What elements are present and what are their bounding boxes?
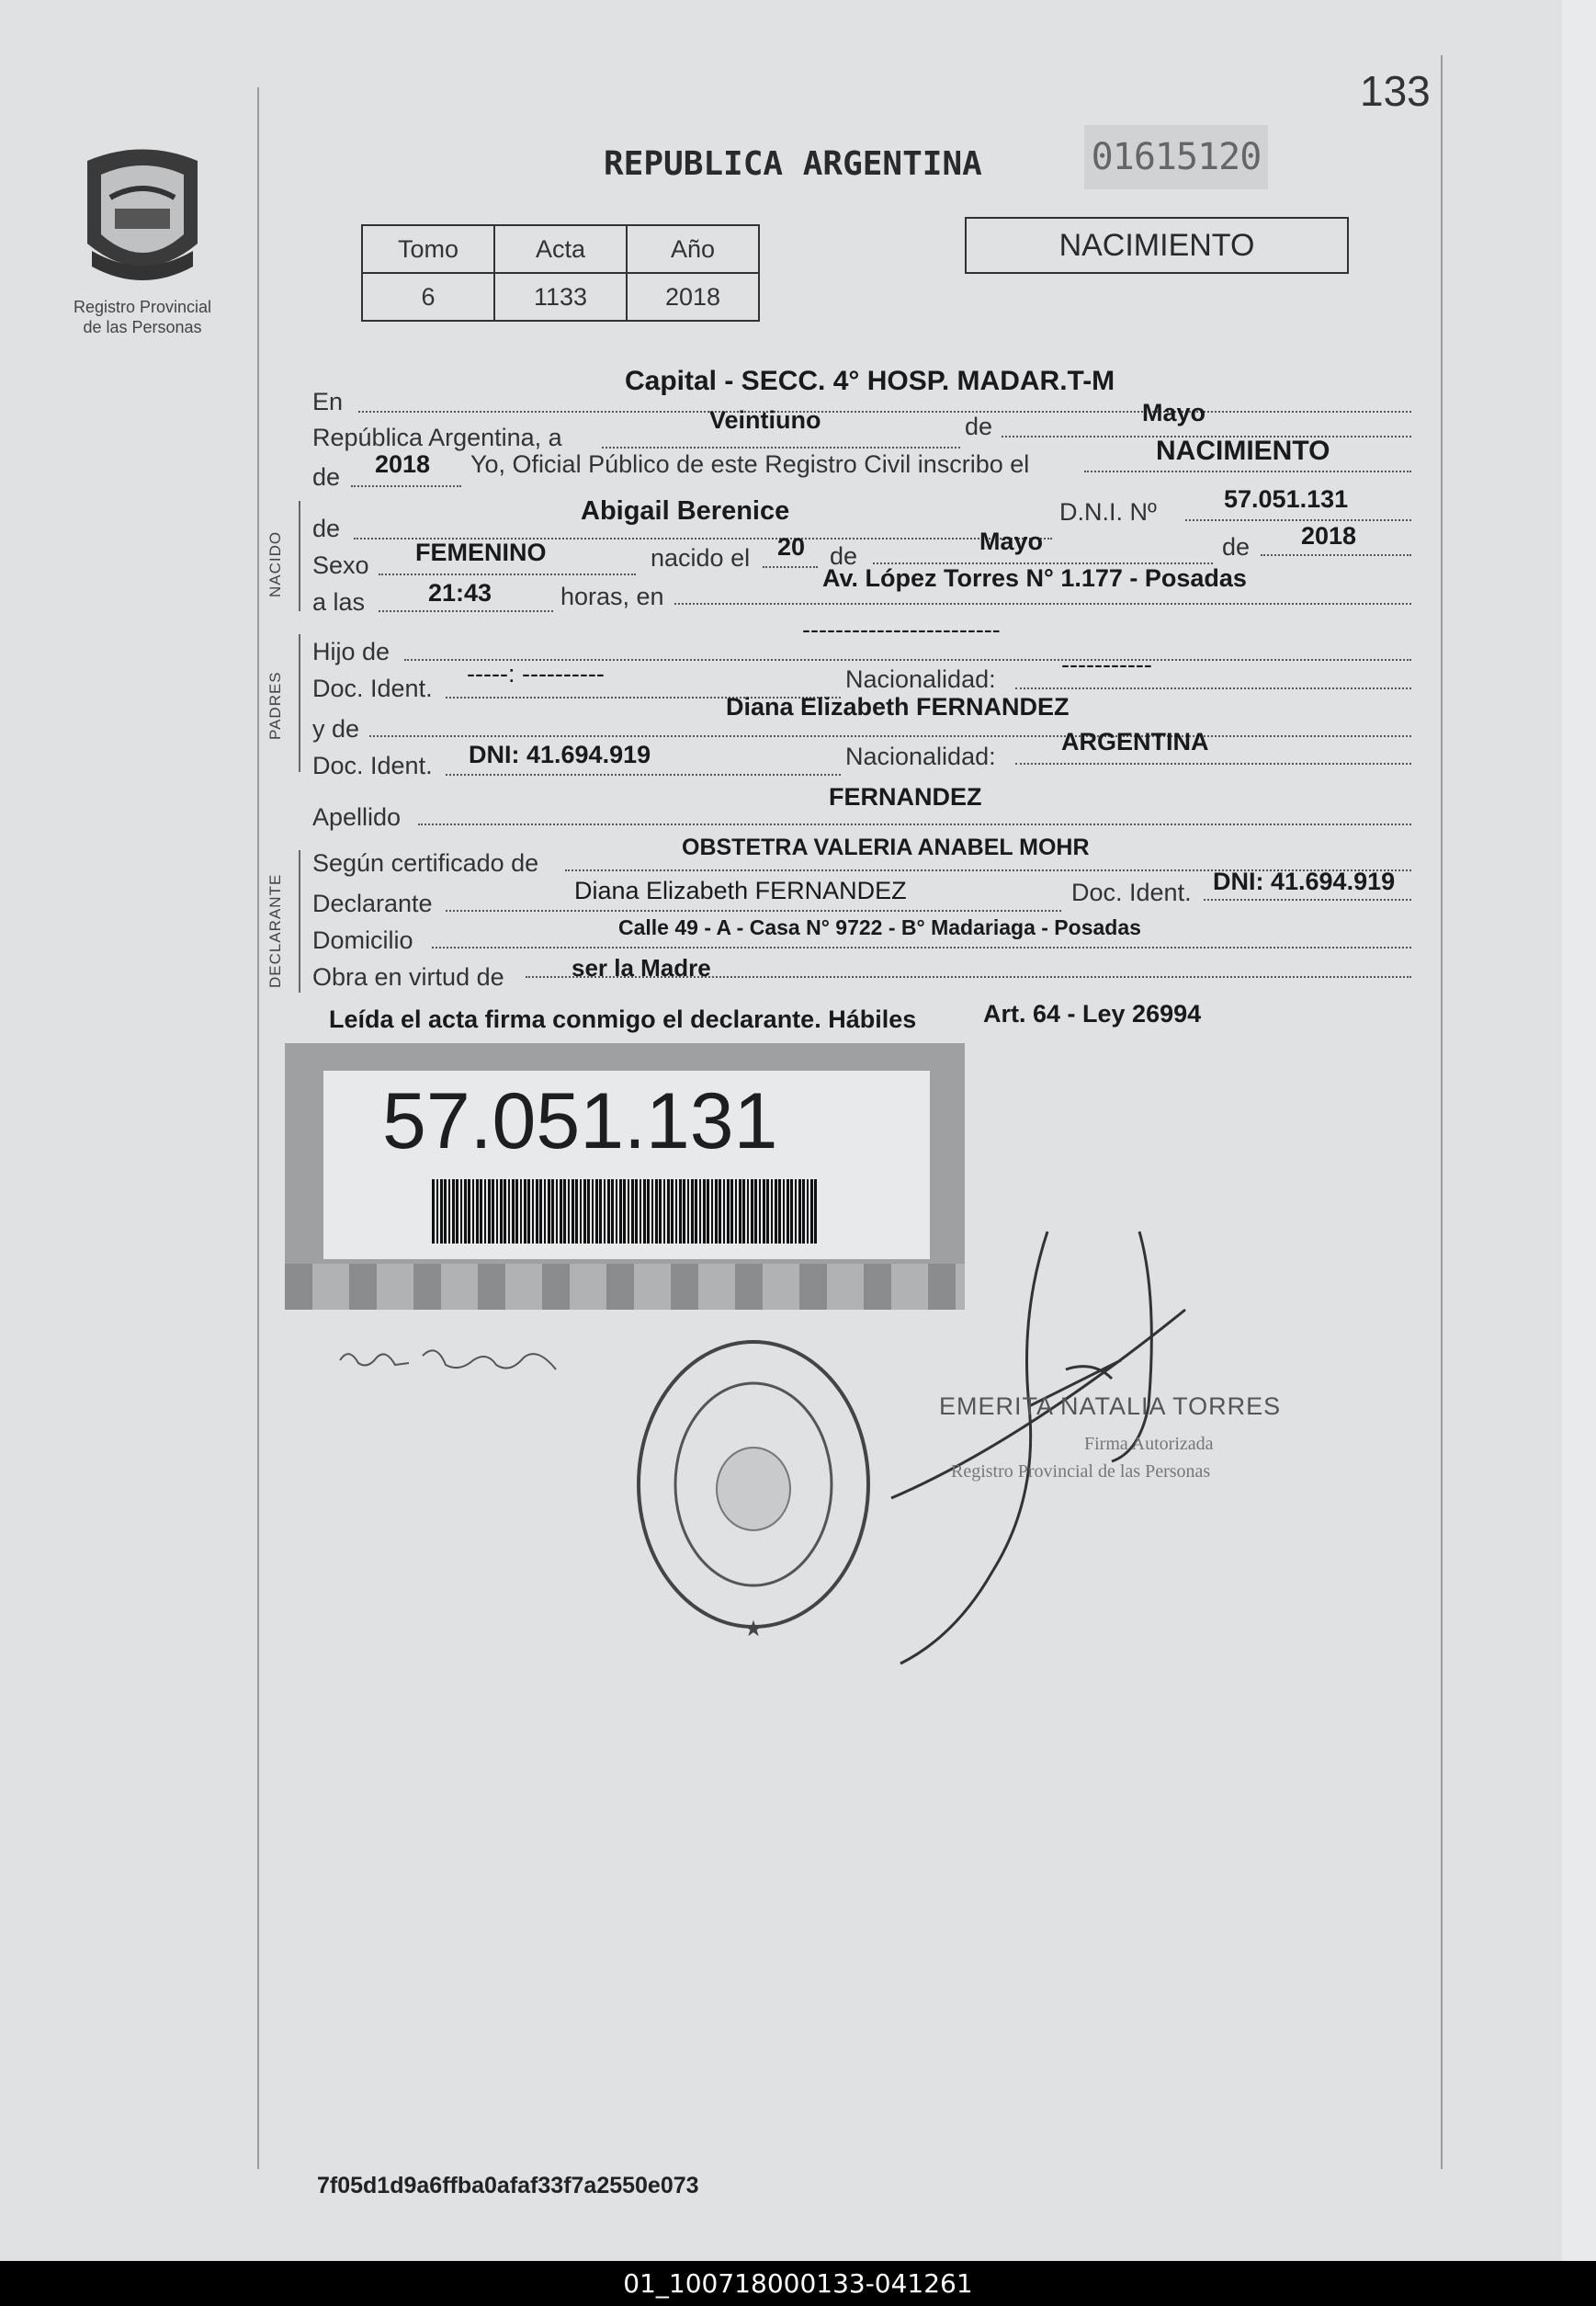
label-declarante: Declarante (312, 890, 433, 917)
sideline (299, 634, 300, 772)
dots (1084, 471, 1411, 472)
tomo-header: Tomo (362, 225, 494, 273)
label-de-mes: de (830, 542, 858, 570)
dots (1015, 763, 1411, 765)
label-obra: Obra en virtud de (312, 963, 504, 991)
serial-number: 01615120 (1084, 125, 1268, 189)
sticker-number: 57.051.131 (382, 1077, 778, 1165)
label-de-nombre: de (312, 515, 341, 542)
dots (602, 447, 960, 449)
closing-text: Leída el acta firma conmigo el declarante. Hábiles (329, 1005, 917, 1033)
value-dia-letras: Veintiuno (709, 406, 821, 434)
value-anio: 2018 (375, 450, 431, 478)
value-acto: NACIMIENTO (1156, 436, 1330, 466)
act-type-box: NACIMIENTO (965, 217, 1349, 274)
value-nombre: Abigail Berenice (581, 496, 790, 526)
value-obra: ser la Madre (572, 954, 711, 982)
value-madre-doc: DNI: 41.694.919 (469, 741, 651, 768)
dots (358, 411, 1411, 413)
label-de-1: de (965, 413, 993, 440)
register-table (361, 224, 760, 322)
svg-text:★: ★ (743, 1617, 764, 1641)
label-domicilio: Domicilio (312, 926, 413, 954)
dots (379, 574, 636, 575)
dots (446, 910, 1061, 912)
side-label-declarante: DECLARANTE (266, 873, 284, 988)
value-mes-nac: Mayo (979, 528, 1044, 555)
value-lugar-nac: Av. López Torres N° 1.177 - Posadas (822, 564, 1247, 592)
province-seal-icon (74, 142, 211, 290)
value-declarante-doc: DNI: 41.694.919 (1213, 868, 1396, 895)
value-apellido: FERNANDEZ (829, 783, 982, 811)
label-nac-madre: Nacionalidad: (845, 743, 996, 770)
label-dni: D.N.I. Nº (1059, 498, 1157, 526)
registry-stamp-icon (625, 1328, 882, 1641)
value-dni: 57.051.131 (1224, 485, 1349, 513)
value-padre-nac: ----------- (1061, 651, 1152, 678)
value-hora: 21:43 (428, 579, 492, 607)
dots (369, 735, 1411, 737)
dots (1204, 899, 1411, 901)
dots (1261, 554, 1411, 556)
sticker-pattern (285, 1264, 965, 1310)
label-doc-madre: Doc. Ident. (312, 752, 433, 779)
label-segun: Según certificado de (312, 849, 539, 877)
left-margin-line (257, 87, 259, 2169)
label-horas-en: horas, en (560, 583, 664, 610)
label-hijo-de: Hijo de (312, 638, 391, 665)
logo-caption-1: Registro Provincial (73, 298, 212, 316)
document-hash: 7f05d1d9a6ffba0afaf33f7a2550e073 (317, 2173, 699, 2198)
dots (351, 485, 461, 487)
value-domicilio: Calle 49 - A - Casa N° 9722 - B° Madariaga - Posadas (618, 915, 1141, 939)
official-title: Firma Autorizada (1084, 1434, 1214, 1454)
footer-id: 01_100718000133-041261 (0, 2261, 1596, 2306)
label-yo: Yo, Oficial Público de este Registro Civil inscribo el (470, 450, 1030, 478)
sideline (299, 501, 300, 611)
value-madre: Diana Elizabeth FERNANDEZ (726, 693, 1070, 721)
label-sexo: Sexo (312, 551, 369, 579)
dots (446, 774, 841, 776)
official-office: Registro Provincial de las Personas (951, 1461, 1211, 1482)
value-certificado: OBSTETRA VALERIA ANABEL MOHR (682, 835, 1090, 860)
dni-sticker (285, 1043, 965, 1310)
label-doc-padre: Doc. Ident. (312, 675, 433, 702)
label-republica: República Argentina, a (312, 424, 562, 451)
value-declarante: Diana Elizabeth FERNANDEZ (574, 877, 907, 904)
closing-law: Art. 64 - Ley 26994 (983, 1000, 1202, 1028)
label-doc-declarante: Doc. Ident. (1071, 879, 1192, 906)
label-nac-padre: Nacionalidad: (845, 665, 996, 693)
tomo-value: 6 (362, 273, 494, 321)
label-en: En (312, 388, 344, 415)
official-name: EMERITA NATALIA TORRES (939, 1392, 1282, 1420)
dots (418, 824, 1411, 825)
dots (763, 566, 818, 568)
dots (1185, 519, 1411, 521)
label-a-las: a las (312, 588, 366, 616)
value-sexo: FEMENINO (415, 539, 547, 566)
label-apellido: Apellido (312, 803, 402, 831)
acta-value: 1133 (494, 273, 627, 321)
anio-value: 2018 (627, 273, 759, 321)
value-padre: ------------------------ (802, 616, 1001, 643)
right-margin-line (1441, 55, 1443, 2169)
label-de-2: de (312, 463, 341, 491)
country-title: REPUBLICA ARGENTINA (604, 145, 982, 183)
side-label-nacido: NACIDO (266, 530, 284, 597)
acta-header: Acta (494, 225, 627, 273)
side-label-padres: PADRES (266, 671, 284, 740)
label-de-anio: de (1222, 533, 1251, 561)
anio-header: Año (627, 225, 759, 273)
value-mes: Mayo (1142, 399, 1206, 426)
page-number: 133 (1360, 67, 1431, 115)
dots (379, 610, 553, 612)
value-madre-nac: ARGENTINA (1061, 728, 1209, 755)
value-lugar: Capital - SECC. 4° HOSP. MADAR.T-M (625, 366, 1115, 396)
value-padre-doc: -----: ---------- (467, 660, 605, 687)
dots (1015, 687, 1411, 689)
page-edge (1562, 0, 1596, 2261)
label-y-de: y de (312, 715, 360, 743)
value-dia: 20 (777, 533, 806, 561)
logo-caption-2: de las Personas (83, 318, 202, 336)
label-nacido-el: nacido el (651, 544, 751, 572)
dots (432, 947, 1411, 949)
value-anio-nac: 2018 (1301, 522, 1357, 550)
barcode-icon (432, 1179, 818, 1244)
dots (674, 603, 1411, 605)
declarant-signature-icon (335, 1337, 565, 1383)
sideline (299, 850, 300, 993)
